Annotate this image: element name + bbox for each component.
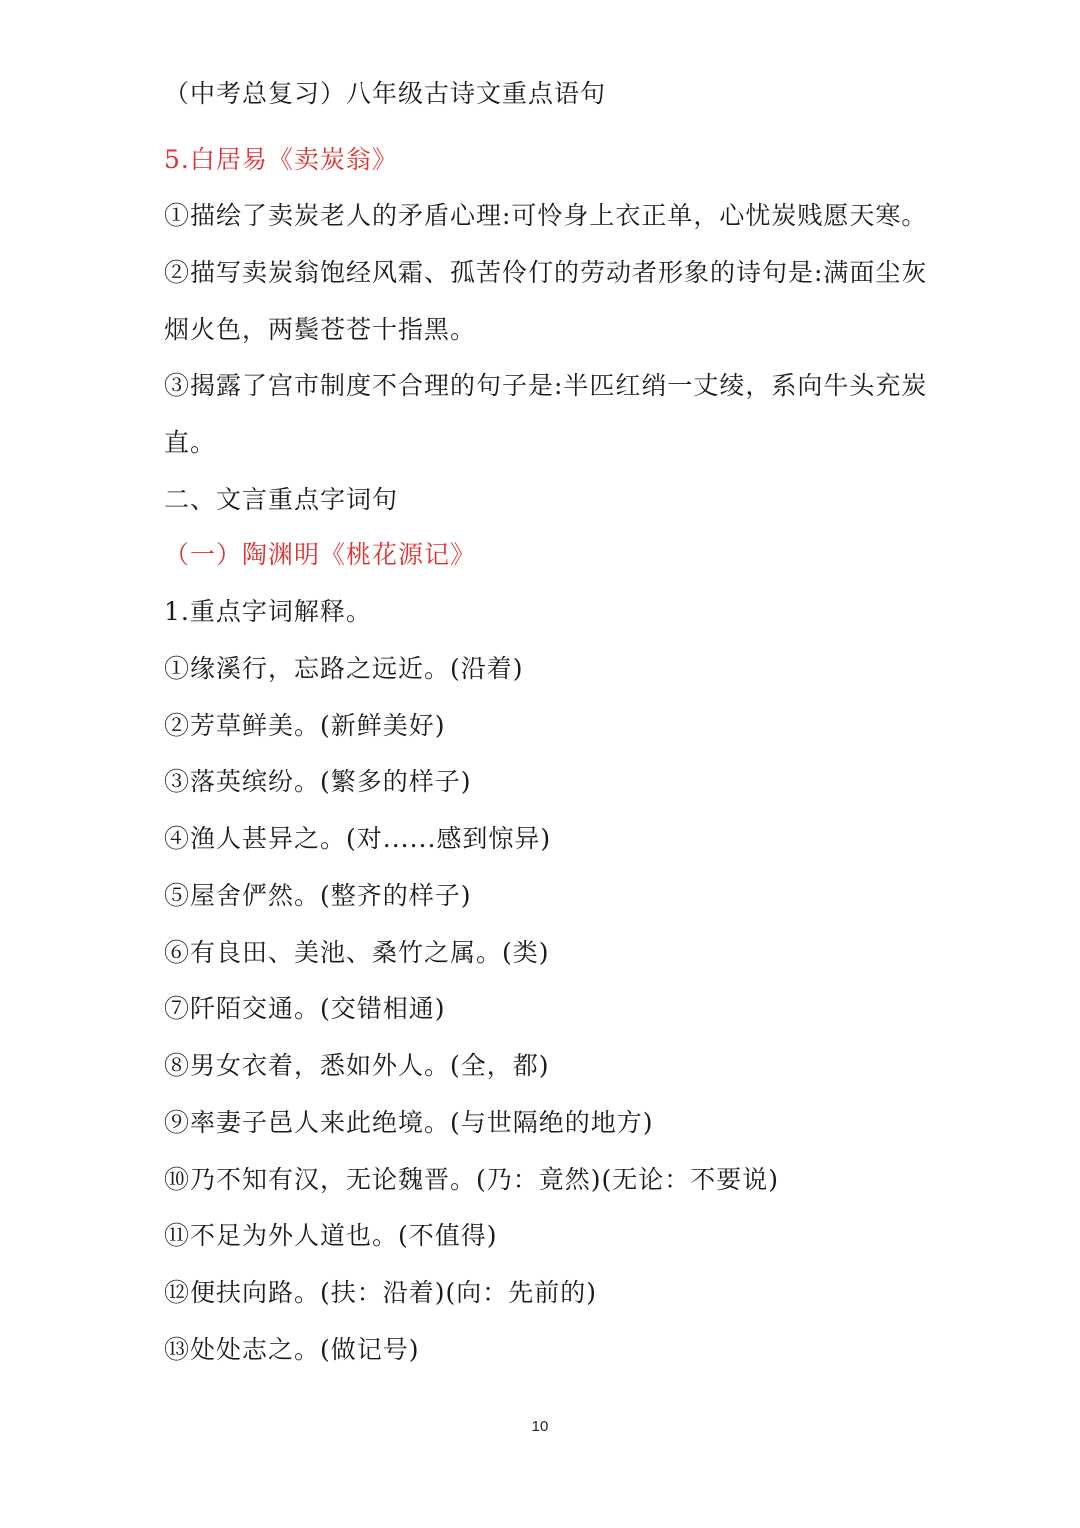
list-item: ⑦阡陌交通。(交错相通) bbox=[164, 994, 446, 1023]
section5-item-2: ②描写卖炭翁饱经风霜、孤苦伶仃的劳动者形象的诗句是:满面尘灰 bbox=[164, 258, 928, 287]
list-item: ⑩乃不知有汉，无论魏晋。(乃：竟然)(无论：不要说) bbox=[164, 1165, 780, 1194]
list-item: ⑬处处志之。(做记号) bbox=[164, 1335, 420, 1364]
list-title: 1.重点字词解释。 bbox=[164, 597, 372, 626]
subheading-tao-hua-yuan-ji: （一）陶渊明《桃花源记》 bbox=[164, 540, 477, 569]
list-item: ⑧男女衣着，悉如外人。(全，都) bbox=[164, 1051, 550, 1080]
list-item: ⑫便扶向路。(扶：沿着)(向：先前的) bbox=[164, 1278, 598, 1307]
section-title-mai-tan-weng: 5.白居易《卖炭翁》 bbox=[164, 145, 398, 174]
list-item: ④渔人甚异之。(对......感到惊异) bbox=[164, 824, 552, 853]
section5-item-1: ①描绘了卖炭老人的矛盾心理:可怜身上衣正单，心忧炭贱愿天寒。 bbox=[164, 201, 928, 230]
list-item: ③落英缤纷。(繁多的样子) bbox=[164, 767, 472, 796]
part2-heading: 二、文言重点字词句 bbox=[164, 485, 399, 514]
document-header: （中考总复习）八年级古诗文重点语句 bbox=[164, 79, 607, 108]
section5-item-3-cont: 直。 bbox=[164, 428, 217, 457]
section5-item-2-cont: 烟火色，两鬓苍苍十指黑。 bbox=[164, 315, 477, 344]
list-item: ⑨率妻子邑人来此绝境。(与世隔绝的地方) bbox=[164, 1108, 654, 1137]
list-item: ②芳草鲜美。(新鲜美好) bbox=[164, 711, 446, 740]
list-item: ⑪不足为外人道也。(不值得) bbox=[164, 1221, 498, 1250]
page-number: 10 bbox=[531, 1418, 549, 1435]
list-item: ⑤屋舍俨然。(整齐的样子) bbox=[164, 881, 472, 910]
list-item: ①缘溪行，忘路之远近。(沿着) bbox=[164, 654, 524, 683]
list-item: ⑥有良田、美池、桑竹之属。(类) bbox=[164, 938, 550, 967]
section5-item-3: ③揭露了宫市制度不合理的句子是:半匹红绡一丈绫，系向牛头充炭 bbox=[164, 371, 928, 400]
